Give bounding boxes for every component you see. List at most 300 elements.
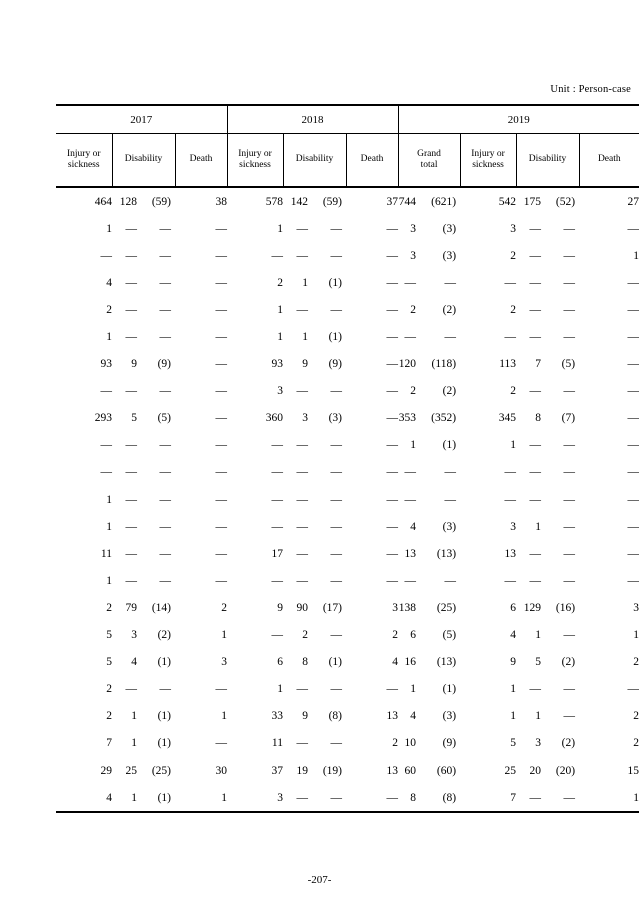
cell-2017-injury: 5 (106, 656, 112, 669)
cell-2019-grand-total-paren: — (444, 276, 457, 289)
table-row (56, 351, 639, 378)
cell-2018-injury: — (271, 574, 283, 587)
cell-2017-death: — (215, 249, 227, 262)
cell-2019-grand-total (398, 540, 460, 567)
cell-2019-grand-total-paren: (1) (442, 439, 457, 452)
cell-2019-injury: — (504, 466, 517, 479)
cell-2019-death: 2 (633, 656, 639, 669)
cell-2018-disability (283, 269, 346, 296)
cell-2019-grand-total-value: 3 (410, 222, 417, 235)
cell-2017-disability-paren: — (159, 493, 171, 506)
table-row (56, 649, 639, 676)
cell-2019-grand-total-value: 13 (404, 547, 417, 560)
cell-2018-injury: 1 (277, 683, 283, 696)
cell-2019-grand-total (398, 486, 460, 513)
cell-2019-death: — (627, 493, 639, 506)
cell-2019-injury: 7 (460, 784, 516, 812)
cell-2017-death: — (215, 493, 227, 506)
cell-2019-death: — (627, 574, 639, 587)
cell-2019-disability-paren: (52) (555, 195, 576, 208)
cell-2017-disability-value: 9 (131, 358, 137, 371)
cell-2019-grand-total-paren: — (444, 331, 457, 344)
cell-2019-injury: 1 (510, 439, 517, 452)
cell-2019-disability-value: 1 (535, 710, 542, 723)
cell-2017-disability-paren: — (159, 331, 171, 344)
cell-2017-death: — (215, 547, 227, 560)
cell-2017-disability-value: 1 (131, 791, 137, 804)
cell-2019-death: 27 (627, 195, 639, 208)
cell-2019-disability-paren: — (563, 222, 576, 235)
cell-2017-disability-paren: — (159, 683, 171, 696)
cell-2019-disability-paren: — (563, 683, 576, 696)
cell-2017-death: — (215, 439, 227, 452)
cell-2019-grand-total-paren: (13) (436, 656, 457, 669)
cell-2017-disability-paren: (1) (157, 710, 171, 723)
cell-2017-injury: 1 (106, 222, 112, 235)
cell-2018-injury: 9 (277, 601, 283, 614)
cell-2018-disability (283, 622, 346, 649)
col-header-line2: sickness (67, 160, 100, 170)
cell-2019-disability-value: — (529, 466, 542, 479)
table-row (56, 486, 639, 513)
cell-2019-grand-total-value: 2 (410, 385, 417, 398)
cell-2019-disability (516, 242, 579, 269)
cell-2019-grand-total-value: — (404, 574, 417, 587)
cell-2019-disability-paren: — (563, 249, 576, 262)
cell-2019-grand-total (398, 432, 460, 459)
cell-2018-disability (283, 486, 346, 513)
cell-2018-disability-paren: — (330, 547, 342, 560)
cell-2018-disability-value: — (296, 737, 308, 750)
cell-2018-disability-paren: — (330, 574, 342, 587)
cell-2017-disability-paren: (1) (157, 791, 171, 804)
cell-2018-disability (283, 405, 346, 432)
cell-2018-disability (283, 351, 346, 378)
cell-2018-disability (283, 757, 346, 784)
cell-2019-grand-total (398, 323, 460, 350)
cell-2017-disability (112, 378, 175, 405)
cell-2017-disability-paren: — (159, 466, 171, 479)
cell-2019-disability (516, 676, 579, 703)
cell-2017-disability (112, 215, 175, 242)
cell-2017-disability-value: 79 (125, 601, 137, 614)
cell-2017-disability-paren: (14) (151, 601, 171, 614)
cell-2019-disability (516, 703, 579, 730)
cell-2017-disability-paren: — (159, 520, 171, 533)
cell-2018-disability-paren: (9) (328, 358, 342, 371)
cell-2018-disability-paren: (19) (322, 764, 342, 777)
cell-2019-disability-value: 129 (523, 601, 542, 614)
cell-2019-death: 2 (633, 710, 639, 723)
cell-2017-disability (112, 432, 175, 459)
table-row (56, 676, 639, 703)
cell-2019-disability-value: — (529, 791, 542, 804)
cell-2019-grand-total (398, 703, 460, 730)
cell-2018-death: — (386, 547, 399, 560)
table-row (56, 540, 639, 567)
cell-2019-grand-total (398, 513, 460, 540)
cell-2017-injury: 2 (106, 303, 112, 316)
cell-2017-death: — (215, 574, 227, 587)
cell-2017-disability-value: 25 (125, 764, 137, 777)
cell-2019-disability-value: 175 (523, 195, 542, 208)
col-header-2017-disability: Disability (112, 134, 175, 188)
cell-2017-disability (112, 649, 175, 676)
cell-2017-disability-paren: — (159, 574, 171, 587)
cell-2018-disability (283, 676, 346, 703)
cell-2018-disability-paren: — (330, 385, 342, 398)
cell-2019-injury: 542 (498, 195, 517, 208)
cell-2019-death: — (627, 412, 639, 425)
cell-2018-disability (283, 703, 346, 730)
cell-2019-grand-total-paren: (1) (442, 683, 457, 696)
cell-2017-disability-paren: (9) (157, 358, 171, 371)
cell-2019-grand-total (398, 459, 460, 486)
cell-2019-grand-total-value: 4 (410, 710, 417, 723)
cell-2017-injury: 11 (100, 547, 112, 560)
col-header-2019-death: Death (579, 134, 639, 188)
cell-2017-disability (112, 784, 175, 812)
cell-2017-injury: 5 (106, 629, 112, 642)
cell-2017-disability-paren: (2) (157, 629, 171, 642)
cell-2018-injury: 17 (271, 547, 283, 560)
cell-2018-disability-value: 142 (290, 195, 308, 208)
cell-2017-injury: — (100, 385, 112, 398)
cell-2018-death: 4 (392, 656, 399, 669)
cell-2018-disability (283, 432, 346, 459)
cell-2019-disability-value: 8 (535, 412, 542, 425)
cell-2019-grand-total-paren: (13) (436, 547, 457, 560)
cell-2017-disability-value: — (125, 222, 137, 235)
cell-2018-disability-paren: — (330, 439, 342, 452)
cell-2017-disability-paren: (25) (151, 764, 171, 777)
cell-2018-disability-paren: (1) (328, 276, 342, 289)
cell-2017-death: — (215, 412, 227, 425)
col-header-line1: Injury or (471, 148, 505, 159)
col-header-line2: sickness (239, 160, 271, 170)
cell-2019-disability-value: 5 (535, 656, 542, 669)
cell-2018-disability (283, 784, 346, 812)
cell-2018-injury: — (271, 629, 283, 642)
cell-2017-death: 30 (215, 764, 227, 777)
cell-2019-grand-total (398, 405, 460, 432)
cell-2019-disability-paren: — (563, 629, 576, 642)
cell-2017-disability-value: 5 (131, 412, 137, 425)
cell-2019-disability-value: — (529, 331, 542, 344)
cell-2019-disability-paren: (2) (561, 737, 576, 750)
table-row (56, 703, 639, 730)
cell-2017-death: — (215, 683, 227, 696)
cell-2018-injury: 3 (227, 784, 283, 812)
table-row (56, 730, 639, 757)
cell-2017-injury: — (100, 439, 112, 452)
cell-2019-disability (516, 215, 579, 242)
header-column-row (56, 134, 639, 188)
cell-2017-disability-value: 3 (131, 629, 137, 642)
cell-2018-death: — (386, 222, 399, 235)
cell-2019-disability-value: — (529, 276, 542, 289)
cell-2019-disability-value: — (529, 385, 542, 398)
cell-2018-death: — (386, 412, 399, 425)
cell-2019-injury: 3 (510, 222, 517, 235)
cell-2019-grand-total-value: — (404, 331, 417, 344)
cell-2019-disability-paren: — (563, 439, 576, 452)
cell-2017-injury: 4 (106, 276, 112, 289)
table-row (56, 378, 639, 405)
cell-2018-disability (283, 513, 346, 540)
cell-2018-disability (283, 730, 346, 757)
cell-2019-injury: 9 (510, 656, 517, 669)
cell-2017-disability-paren: — (159, 303, 171, 316)
cell-2019-disability-value: 1 (535, 629, 542, 642)
cell-2019-grand-total (398, 351, 460, 378)
cell-2017-disability-value: — (125, 303, 137, 316)
cell-2019-disability-paren: — (563, 547, 576, 560)
cell-2019-injury: 5 (510, 737, 517, 750)
cell-2017-injury: 1 (106, 574, 112, 587)
cell-2019-disability-value: — (529, 547, 542, 560)
cell-2019-grand-total (398, 676, 460, 703)
unit-label: Unit : Person-case (550, 84, 631, 95)
table-row (56, 622, 639, 649)
cell-2017-disability (112, 405, 175, 432)
col-header-2018-death: Death (346, 134, 398, 188)
cell-2019-disability (516, 459, 579, 486)
cell-2018-injury: 6 (277, 656, 283, 669)
cell-2018-death: 13 (386, 710, 399, 723)
cell-2019-disability-value: 3 (535, 737, 542, 750)
cell-2018-disability-paren: (3) (328, 412, 342, 425)
cell-2019-death: 1 (579, 784, 639, 812)
cell-2019-grand-total-paren: (3) (442, 249, 457, 262)
cell-2019-injury: 1 (510, 683, 517, 696)
cell-2017-disability-value: — (125, 547, 137, 560)
cell-2017-injury: 93 (100, 358, 112, 371)
cell-2017-disability-paren: — (159, 547, 171, 560)
cell-2019-grand-total (398, 242, 460, 269)
cell-2017-disability-value: — (125, 331, 137, 344)
cell-2017-disability (112, 296, 175, 323)
cell-2019-disability-paren: — (563, 303, 576, 316)
cell-2019-grand-total-paren: — (444, 466, 457, 479)
cell-2018-death: 13 (386, 764, 399, 777)
cell-2018-disability-value: 3 (302, 412, 308, 425)
year-group-2018: 2018 (227, 105, 398, 134)
cell-2017-injury: 1 (106, 493, 112, 506)
cell-2019-disability-paren: (7) (561, 412, 576, 425)
cell-2018-disability-paren: (17) (322, 601, 342, 614)
cell-2018-disability (283, 378, 346, 405)
cell-2019-grand-total-value: 1 (410, 439, 417, 452)
cell-2018-disability-paren: — (330, 737, 342, 750)
cell-2019-disability-value: — (529, 439, 542, 452)
cell-2018-disability-value: — (296, 303, 308, 316)
cell-2019-injury: 1 (510, 710, 517, 723)
cell-2019-disability-value: 20 (529, 764, 542, 777)
cell-2017-death: — (215, 520, 227, 533)
cell-2019-injury: 13 (504, 547, 517, 560)
cell-2019-death: 1 (633, 249, 639, 262)
cell-2019-disability-value: — (529, 683, 542, 696)
cell-2018-injury: 2 (277, 276, 283, 289)
cell-2019-disability (516, 513, 579, 540)
cell-2017-disability-value: — (125, 439, 137, 452)
cell-2017-disability-value: — (125, 683, 137, 696)
cell-2019-grand-total (398, 784, 460, 812)
cell-2018-death: 2 (392, 629, 399, 642)
cell-2017-injury: 4 (56, 784, 112, 812)
cell-2018-disability-value: — (296, 547, 308, 560)
cell-2017-disability (112, 540, 175, 567)
cell-2017-disability (112, 187, 175, 215)
cell-2019-disability (516, 296, 579, 323)
cell-2017-disability (112, 486, 175, 513)
cell-2019-disability (516, 567, 579, 594)
cell-2017-disability-paren: — (159, 439, 171, 452)
cell-2017-disability (112, 269, 175, 296)
cell-2017-disability-paren: (1) (157, 737, 171, 750)
cell-2019-disability-value: — (529, 222, 542, 235)
cell-2019-disability-value: — (529, 493, 542, 506)
cell-2019-disability-paren: (2) (561, 656, 576, 669)
cell-2019-disability-paren: — (563, 331, 576, 344)
cell-2017-disability-paren: (1) (157, 656, 171, 669)
cell-2017-injury: 7 (106, 737, 112, 750)
cell-2019-grand-total-paren: — (444, 493, 457, 506)
cell-2018-disability-value: — (296, 520, 308, 533)
cell-2017-death: — (215, 222, 227, 235)
cell-2018-disability (283, 567, 346, 594)
cell-2018-death: 37 (386, 195, 399, 208)
cell-2019-disability-value: — (529, 303, 542, 316)
cell-2018-death: — (386, 683, 399, 696)
cell-2019-grand-total-paren: (2) (442, 385, 457, 398)
cell-2017-disability (112, 622, 175, 649)
cell-2019-grand-total (398, 594, 460, 621)
cell-2018-death: — (386, 574, 399, 587)
cell-2019-grand-total-paren: (3) (442, 520, 457, 533)
cell-2019-disability (516, 622, 579, 649)
cell-2017-death: 1 (221, 710, 227, 723)
cell-2018-disability-value: 2 (302, 629, 308, 642)
col-header-2017-death: Death (175, 134, 227, 188)
cell-2018-death: — (386, 466, 399, 479)
cell-2018-death: — (386, 520, 399, 533)
cell-2019-grand-total (398, 215, 460, 242)
cell-2017-disability-value: — (125, 466, 137, 479)
cell-2019-disability-value: 1 (535, 520, 542, 533)
cell-2019-grand-total-paren: (3) (442, 710, 457, 723)
table-row (56, 459, 639, 486)
cell-2019-injury: — (504, 574, 517, 587)
statistics-table (56, 104, 639, 813)
cell-2019-death: — (627, 683, 639, 696)
cell-2019-grand-total-value: — (404, 466, 417, 479)
table-row (56, 432, 639, 459)
table-row (56, 784, 639, 812)
cell-2017-disability (112, 730, 175, 757)
cell-2019-injury: 4 (510, 629, 517, 642)
cell-2018-disability-paren: (1) (328, 656, 342, 669)
cell-2017-disability (112, 351, 175, 378)
cell-2017-disability-paren: — (159, 385, 171, 398)
cell-2019-death: — (627, 439, 639, 452)
cell-2018-disability-paren: (1) (328, 331, 342, 344)
cell-2017-death: 38 (215, 195, 227, 208)
col-header-line2: sickness (472, 160, 504, 170)
cell-2018-death: — (386, 439, 399, 452)
cell-2019-disability-paren: — (563, 466, 576, 479)
cell-2019-death: — (627, 331, 639, 344)
cell-2017-death: — (215, 358, 227, 371)
cell-2018-disability-value: — (296, 683, 308, 696)
cell-2019-grand-total-paren: (8) (442, 791, 457, 804)
cell-2018-injury: 1 (277, 331, 283, 344)
cell-2017-injury: — (100, 249, 112, 262)
cell-2019-grand-total-value: 10 (404, 737, 417, 750)
cell-2017-injury: 2 (106, 601, 112, 614)
cell-2018-disability (283, 187, 346, 215)
cell-2017-disability-paren: (5) (157, 412, 171, 425)
cell-2018-disability-value: — (296, 466, 308, 479)
cell-2017-death: — (215, 276, 227, 289)
cell-2019-grand-total-paren: (60) (436, 764, 457, 777)
cell-2017-disability-value: — (125, 574, 137, 587)
cell-2017-disability (112, 703, 175, 730)
table-row (56, 567, 639, 594)
cell-2017-disability-paren: (59) (151, 195, 171, 208)
cell-2018-disability-paren: — (330, 520, 342, 533)
cell-2018-death: — (386, 358, 399, 371)
col-header-line2: total (420, 160, 438, 170)
cell-2017-injury: 293 (94, 412, 112, 425)
cell-2017-death: — (215, 331, 227, 344)
cell-2019-grand-total (398, 730, 460, 757)
cell-2019-grand-total (398, 269, 460, 296)
cell-2019-grand-total-value: 744 (398, 195, 417, 208)
cell-2017-death: 1 (175, 784, 227, 812)
cell-2019-grand-total (398, 296, 460, 323)
col-header-2019-grand-total (398, 134, 460, 188)
cell-2017-injury: — (100, 466, 112, 479)
col-header-line1: Injury or (238, 148, 272, 159)
cell-2018-death: — (386, 493, 399, 506)
cell-2017-death: — (215, 303, 227, 316)
cell-2018-injury: — (271, 439, 283, 452)
cell-2018-disability (283, 296, 346, 323)
cell-2019-injury: 113 (499, 358, 517, 371)
cell-2017-disability-value: 1 (131, 737, 137, 750)
cell-2017-disability-value: — (125, 493, 137, 506)
year-group-2017: 2017 (56, 105, 227, 134)
cell-2018-disability-value: — (296, 385, 308, 398)
cell-2018-disability (283, 594, 346, 621)
cell-2019-disability-paren: — (563, 520, 576, 533)
header-year-row (56, 105, 639, 134)
cell-2017-death: 2 (221, 601, 227, 614)
cell-2018-injury: 33 (271, 710, 283, 723)
cell-2017-disability-value: — (125, 276, 137, 289)
col-header-line1: Grand (417, 148, 441, 159)
table-row (56, 296, 639, 323)
table-row (56, 269, 639, 296)
cell-2019-grand-total-paren: (118) (431, 358, 457, 371)
cell-2019-disability (516, 486, 579, 513)
cell-2019-disability-value: — (529, 574, 542, 587)
cell-2019-disability-value: 7 (535, 358, 542, 371)
cell-2018-injury: 11 (271, 737, 283, 750)
cell-2018-disability-paren: — (330, 791, 342, 804)
